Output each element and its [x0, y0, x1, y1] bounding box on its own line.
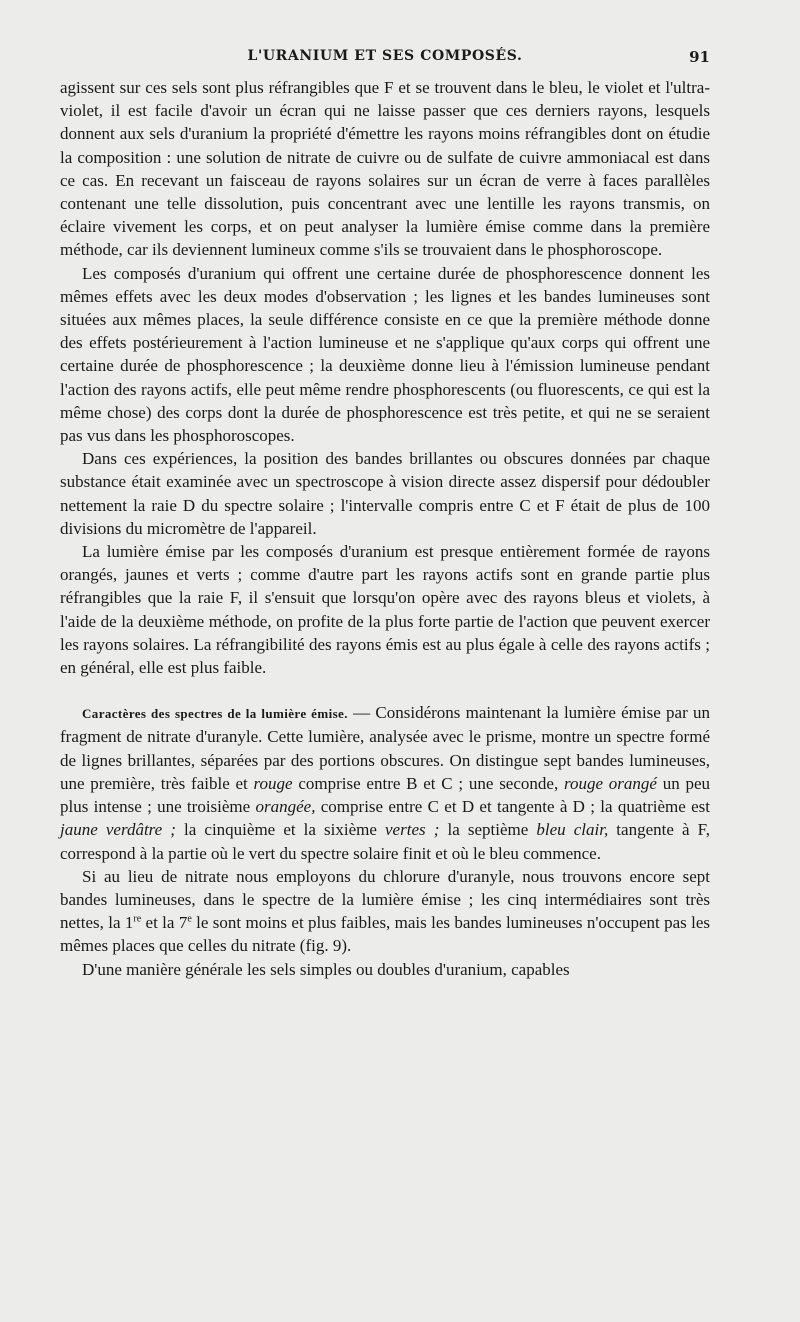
italic-term: vertes ; [385, 820, 440, 840]
text-run: — Considérons maintenant la lumière émise par un fragment de nitrate d'uranyle. Cette lumière, analysée avec le prisme, montre un spectre formé de lignes brillantes, séparées par des portions obscures. On distingue sept bandes lumineuses, une première, très faible et [60, 703, 710, 793]
page-number: 91 [689, 48, 710, 66]
paragraph-1: agissent sur ces sels sont plus réfrangibles que F et se trouvent dans le bleu, le violet et l'ultra-violet, il est facile d'avoir un écran qui ne laisse passer que ces derniers rayons, lesquels donnent aux sels d'uranium la propriété d'émettre les rayons moins réfrangibles dont on étudie la composition : une solution de nitrate de cuivre ou de sulfate de cuivre ammoniacal est dans ce cas. En recevant un faisceau de rayons solaires sur un écran de verre à faces parallèles contenant une telle dissolution, puis concentrant avec une lentille les rayons transmis, on éclaire vivement les corps, et on peut analyser la lumière émise comme dans la première méthode, car ils deviennent lumineux comme s'ils se trouvaient dans le phosphoroscope. [60, 78, 710, 260]
paragraph-6 [60, 865, 710, 958]
paragraph-4: La lumière émise par les composés d'uranium est presque entièrement formée de rayons orangés, jaunes et verts ; comme d'autre part les rayons actifs sont en grande partie plus réfrangibles que la raie F, il s'ensuit que lorsqu'on opère avec des rayons bleus et violets, à l'aide de la deuxième méthode, on profite de la plus forte partie de l'action que peuvent exercer les rayons solaires. La réfrangibilité des rayons émis est au plus égale à celle des rayons actifs ; en général, elle est plus faible. [60, 542, 710, 678]
superscript: re [133, 913, 142, 925]
italic-term: rouge orangé [563, 773, 657, 793]
italic-term: jaune verdâtre ; [60, 820, 176, 840]
italic-term: orangée, [255, 797, 316, 817]
text-run: Si au lieu de nitrate nous employons du chlorure d'uranyle, nous trouvons encore sept bandes lumineuses, dans le spectre de la lumière émise ; les cinq intermédiaires sont très nettes, la 1 [60, 866, 710, 933]
body-text [60, 76, 710, 981]
text-run: et la 7 [141, 913, 188, 933]
text-run: un peu plus intense ; une troisième [60, 773, 711, 817]
text-run: comprise entre C et D et tangente à D ; la quatrième est [315, 797, 710, 817]
page-header [60, 48, 710, 70]
text-run: comprise entre B et C ; une seconde, [292, 773, 564, 793]
text-run: la septième [439, 820, 537, 840]
paragraph-7: D'une manière générale les sels simples ou doubles d'uranium, capables [82, 959, 570, 979]
paragraph-3: Dans ces expériences, la position des bandes brillantes ou obscures données par chaque substance était examinée avec un spectroscope à vision directe assez dispersif pour dédoubler nettement la raie D du spectre solaire ; l'intervalle compris entre C et F était de plus de 100 divisions du micromètre de l'appareil. [60, 449, 710, 538]
section-heading: Caractères des spectres de la lumière émise. [82, 706, 348, 722]
superscript: e [187, 913, 192, 925]
italic-term: rouge [253, 773, 293, 793]
text-run: le sont moins et plus faibles, mais les bandes lumineuses n'occupent pas les mêmes places que celles du nitrate (fig. 9). [60, 913, 711, 956]
paragraph-5 [60, 701, 710, 864]
italic-term: bleu clair, [536, 820, 609, 840]
running-title: L'URANIUM ET SES COMPOSÉS. [247, 48, 523, 64]
text-run: la cinquième et la sixième [175, 820, 386, 840]
text-run: tangente à F, correspond à la partie où le vert du spectre solaire finit et où le bleu commence. [60, 820, 710, 863]
paragraph-2: Les composés d'uranium qui offrent une certaine durée de phosphorescence donnent les mêmes effets avec les deux modes d'observation ; les lignes et les bandes lumineuses sont situées aux mêmes places, la seule différence consiste en ce que la première méthode donne des effets postérieurement à l'action lumineuse et ne s'applique qu'aux corps qui offrent une certaine durée de phosphorescence ; la deuxième donne lieu à l'émission lumineuse pendant l'action des rayons actifs, elle peut même rendre phosphorescents (ou fluorescents, ce qui est la même chose) des corps dont la durée de phosphorescence est très petite, et qui ne se seraient pas vus dans les phosphoroscopes. [60, 263, 710, 446]
